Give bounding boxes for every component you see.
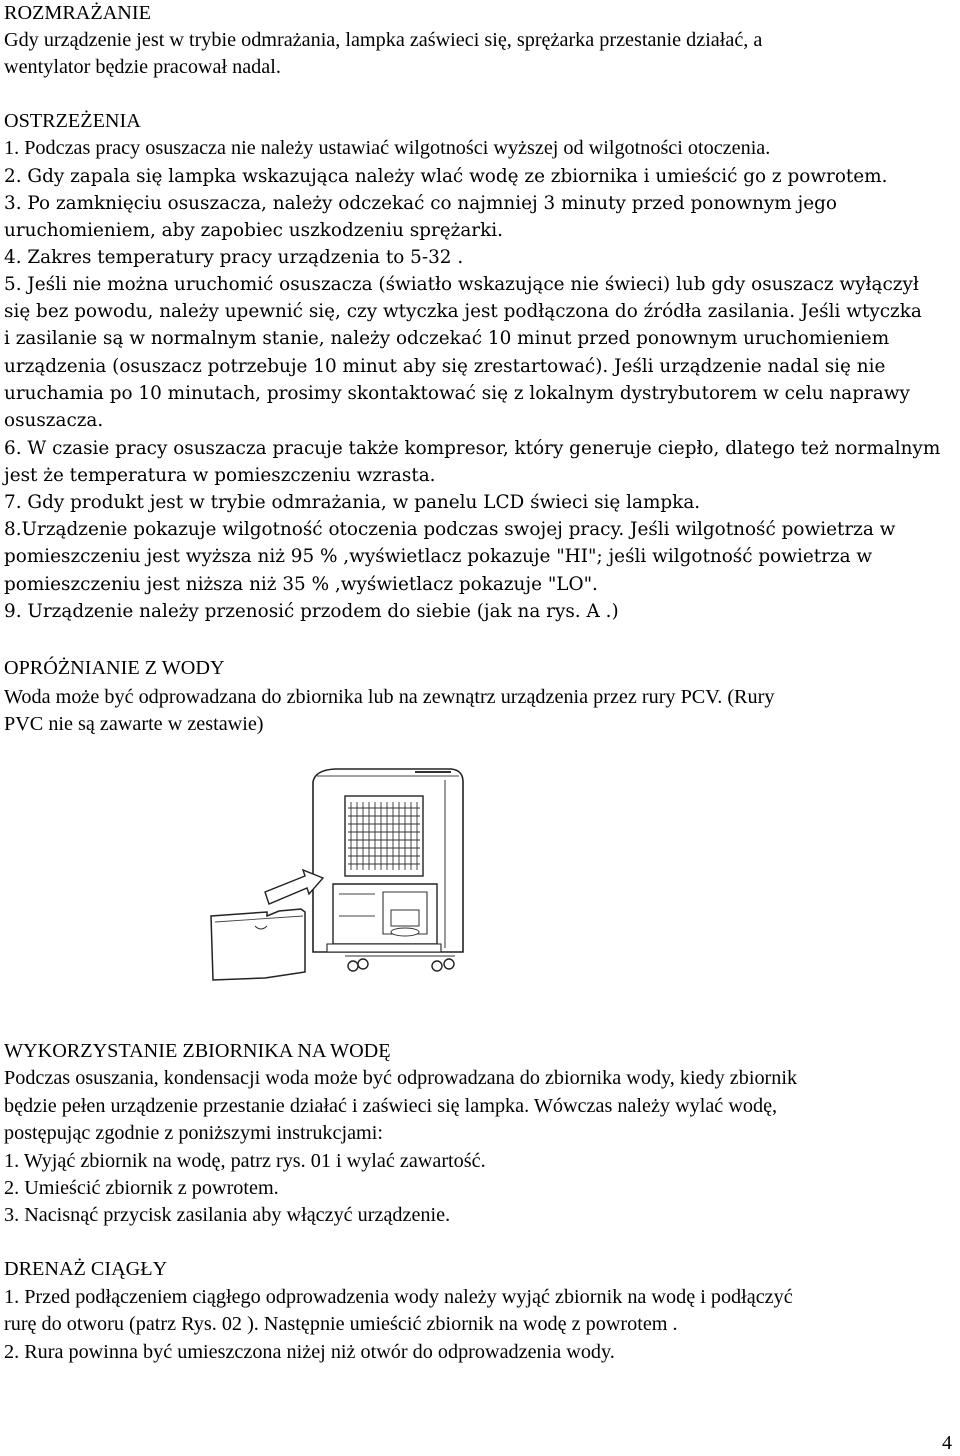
warning-item: 4. Zakres temperatury pracy urządzenia to 5-32 . bbox=[4, 247, 464, 268]
warning-item: urządzenia (osuszacz potrzebuje 10 minut aby się zrestartować). Jeśli urządzenie nadal się nie bbox=[4, 356, 886, 377]
paragraph-line: będzie pełen urządzenie przestanie działać i zaświeci się lampka. Wówczas należy wylać wodę, bbox=[4, 1095, 778, 1117]
paragraph-line: PVC nie są zawarte w zestawie) bbox=[4, 713, 264, 735]
section-heading-emptying: OPRÓŻNIANIE Z WODY bbox=[4, 657, 225, 679]
warning-item: 7. Gdy produkt jest w trybie odmrażania, w panelu LCD świeci się lampka. bbox=[4, 492, 701, 513]
warning-item: pomieszczeniu jest niższa niż 35 % ,wyświetlacz pokazuje "LO". bbox=[4, 574, 598, 595]
warning-item: uruchomieniem, aby zapobiec uszkodzeniu sprężarki. bbox=[4, 220, 503, 241]
section-heading-warnings: OSTRZEŻENIA bbox=[4, 110, 141, 132]
paragraph-line: postępując zgodnie z poniższymi instrukcjami: bbox=[4, 1122, 383, 1144]
warning-item: 3. Po zamknięciu osuszacza, należy odczekać co najmniej 3 minuty przed ponownym jego bbox=[4, 193, 837, 214]
warning-item: 9. Urządzenie należy przenosić przodem do siebie (jak na rys. A .) bbox=[4, 601, 619, 622]
paragraph-line: Woda może być odprowadzana do zbiornika lub na zewnątrz urządzenia przez rury PCV. (Rury bbox=[4, 686, 775, 708]
section-heading-tank-usage: WYKORZYSTANIE ZBIORNIKA NA WODĘ bbox=[4, 1040, 391, 1062]
paragraph-line: wentylator będzie pracował nadal. bbox=[4, 56, 281, 78]
page-number: 4 bbox=[942, 1432, 952, 1454]
instruction-step: 3. Nacisnąć przycisk zasilania aby włączyć urządzenie. bbox=[4, 1204, 451, 1226]
warning-item: 1. Podczas pracy osuszacza nie należy ustawiać wilgotności wyższej od wilgotności otoczenia. bbox=[4, 137, 771, 159]
paragraph-line: Gdy urządzenie jest w trybie odmrażania, lampka zaświeci się, sprężarka przestanie działać, a bbox=[4, 29, 763, 51]
section-heading-defrost: ROZMRAŻANIE bbox=[4, 2, 151, 24]
warning-item: pomieszczeniu jest wyższa niż 95 % ,wyświetlacz pokazuje "HI"; jeśli wilgotność powietrza w bbox=[4, 546, 873, 567]
dehumidifier-tank-illustration bbox=[205, 766, 465, 991]
warning-item: i zasilanie są w normalnym stanie, należy odczekać 10 minut przed ponownym uruchomieniem bbox=[4, 328, 890, 349]
warning-item: 5. Jeśli nie można uruchomić osuszacza (światło wskazujące nie świeci) lub gdy osuszacz wyłączył bbox=[4, 274, 919, 295]
warning-item: uruchamia po 10 minutach, prosimy skontaktować się z lokalnym dystrybutorem w celu naprawy bbox=[4, 383, 910, 404]
paragraph-line: rurę do otworu (patrz Rys. 02 ). Następnie umieścić zbiornik na wodę z powrotem . bbox=[4, 1313, 678, 1335]
section-heading-continuous-drain: DRENAŻ CIĄGŁY bbox=[4, 1258, 168, 1280]
instruction-step: 2. Umieścić zbiornik z powrotem. bbox=[4, 1177, 279, 1199]
paragraph-line: 1. Przed podłączeniem ciągłego odprowadzenia wody należy wyjąć zbiornik na wodę i podłączyć bbox=[4, 1286, 793, 1308]
warning-item: się bez powodu, należy upewnić się, czy wtyczka jest podłączona do źródła zasilania. Jeśli wtyczka bbox=[4, 301, 922, 322]
instruction-step: 1. Wyjąć zbiornik na wodę, patrz rys. 01 i wylać zawartość. bbox=[4, 1150, 486, 1172]
warning-item: jest że temperatura w pomieszczeniu wzrasta. bbox=[4, 465, 436, 486]
warning-item: 6. W czasie pracy osuszacza pracuje także kompresor, który generuje ciepło, dlatego też normalnym bbox=[4, 438, 941, 459]
warning-item: osuszacza. bbox=[4, 410, 104, 431]
warning-item: 2. Gdy zapala się lampka wskazująca należy wlać wodę ze zbiornika i umieścić go z powrotem. bbox=[4, 166, 888, 187]
paragraph-line: 2. Rura powinna być umieszczona niżej niż otwór do odprowadzenia wody. bbox=[4, 1341, 615, 1363]
dehumidifier-illustration bbox=[205, 766, 465, 991]
warning-item: 8.Urządzenie pokazuje wilgotność otoczenia podczas swojej pracy. Jeśli wilgotność powietrza w bbox=[4, 519, 896, 540]
paragraph-line: Podczas osuszania, kondensacji woda może być odprowadzana do zbiornika wody, kiedy zbiornik bbox=[4, 1067, 798, 1089]
